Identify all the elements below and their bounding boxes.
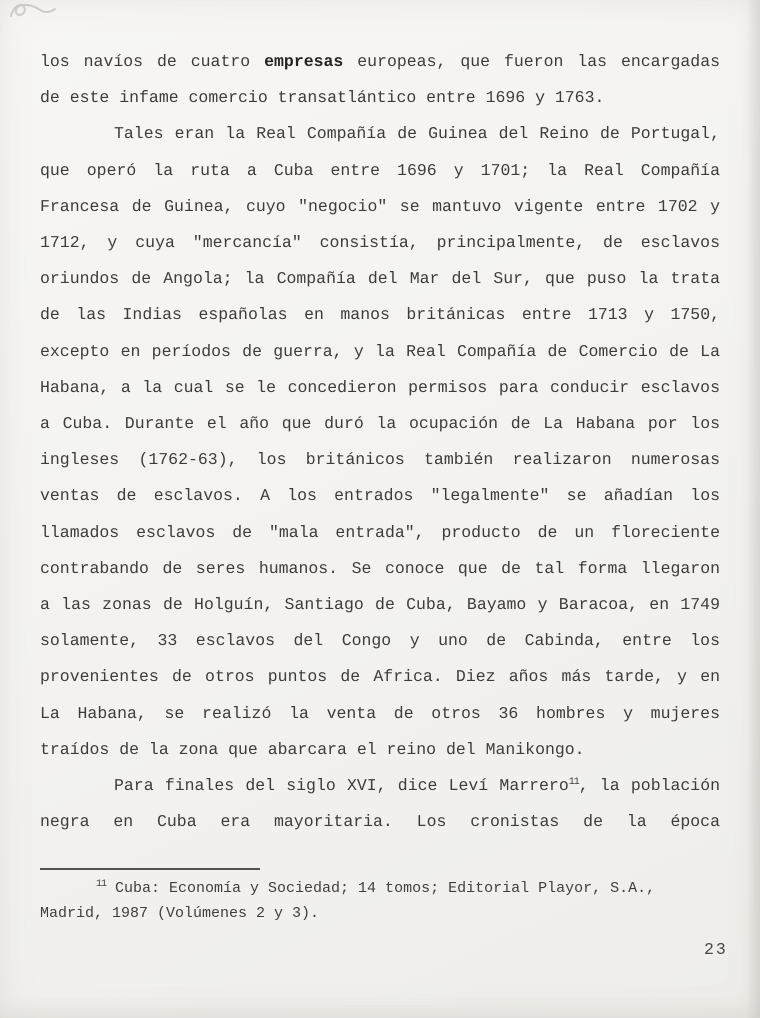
text-line: negra en Cuba era mayoritaria. Los cronistas de la época [40, 812, 720, 832]
text-line: a Cuba. Durante el año que duró la ocupación de La Habana por los [40, 414, 720, 434]
footnote-line: Madrid, 1987 (Volúmenes 2 y 3). [40, 904, 320, 922]
text-line: provenientes de otros puntos de Africa. Diez años más tarde, y en [40, 667, 720, 687]
text-line: Francesa de Guinea, cuyo "negocio" se mantuvo vigente entre 1702 y [40, 196, 720, 216]
footnote-reference: 11 [568, 777, 579, 789]
text-line: de este infame comercio transatlántico entre 1696 y 1763. [40, 88, 605, 108]
body-text [40, 44, 720, 840]
text-line: excepto en períodos de guerra, y la Real Compañía de Comercio de La [40, 341, 720, 361]
text-line: que operó la ruta a Cuba entre 1696 y 1701; la Real Compañía [40, 160, 720, 180]
text-line: a las zonas de Holguín, Santiago de Cuba, Bayamo y Baracoa, en 1749 [40, 595, 720, 615]
text-line: traídos de la zona que abarcara el reino del Manikongo. [40, 739, 585, 759]
text-line: Para finales del siglo XVI, dice Leví Marrero$^{11}$, la población [114, 776, 721, 796]
page-number: 23 [704, 940, 728, 959]
bold-text: empresas [264, 52, 344, 71]
text-line: los navíos de cuatro empresas europeas, que fueron las encargadas [40, 52, 720, 71]
text-line: solamente, 33 esclavos del Congo y uno de Cabinda, entre los [40, 631, 720, 651]
text-line: ingleses (1762-63), los británicos también realizaron numerosas [40, 450, 720, 470]
text-line: llamados esclavos de "mala entrada", producto de un floreciente [40, 522, 720, 542]
text-line: oriundos de Angola; la Compañía del Mar del Sur, que puso la trata [40, 269, 720, 289]
text-line: Habana, a la cual se le concedieron permisos para conducir esclavos [40, 377, 720, 397]
text-line: de las Indias españolas en manos británicas entre 1713 y 1750, [40, 305, 720, 325]
footnote-rule [40, 868, 260, 870]
footnote [40, 868, 732, 926]
footnote-reference: 11 [96, 879, 107, 890]
footnote-line: $^{11}$ Cuba: Economía y Sociedad; 14 tomos; Editorial Playor, S.A., [96, 879, 656, 897]
text-line: ventas de esclavos. A los entrados "legalmente" se añadían los [40, 486, 720, 506]
handwritten-scribble-mark [8, 0, 60, 24]
text-line: La Habana, se realizó la venta de otros 36 hombres y mujeres [40, 703, 720, 723]
text-line: 1712, y cuya "mercancía" consistía, principalmente, de esclavos [40, 233, 720, 253]
text-line: Tales eran la Real Compañía de Guinea del Reino de Portugal, [114, 124, 720, 144]
text-line: contrabando de seres humanos. Se conoce que de tal forma llegaron [40, 558, 720, 578]
footnote-text [40, 877, 732, 926]
